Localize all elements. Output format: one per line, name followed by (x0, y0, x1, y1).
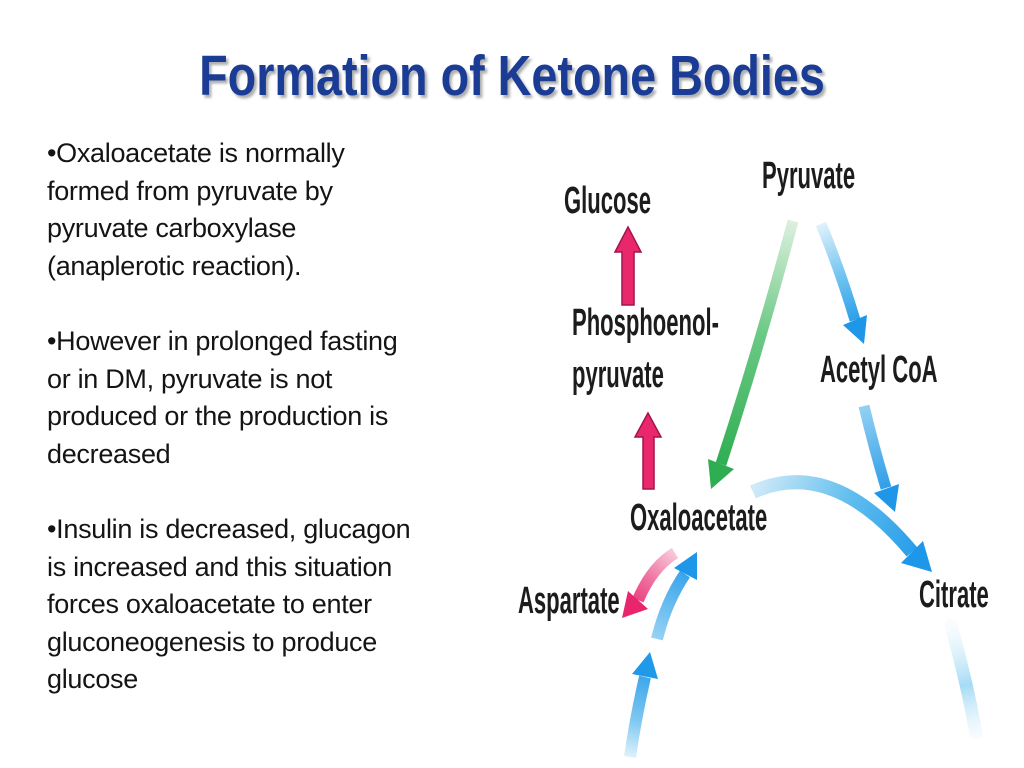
label-phosphoenolpyruvate-line2: pyruvate (572, 354, 664, 396)
bullet-1-line: formed from pyruvate by (47, 175, 333, 206)
bullet-3-line: glucose (47, 664, 138, 695)
arrow-upward-to-oxaloacetate-shaft (657, 574, 685, 639)
arrow-bottom-edge-upward-shaft (630, 677, 645, 757)
arrow-pyruvate-to-oxaloacetate (708, 221, 793, 489)
arrow-pyruvate-to-acetyl-coa (821, 224, 867, 344)
label-phosphoenolpyruvate (572, 304, 719, 394)
arrow-pyruvate-to-acetyl-coa-shaft (821, 224, 855, 320)
arrow-pep-to-glucose-shape (615, 227, 641, 305)
label-citrate: Citrate (919, 574, 989, 616)
bullet-1-line: pyruvate carboxylase (47, 213, 297, 244)
arrow-acetyl-coa-down (864, 406, 899, 512)
arrow-acetyl-coa-down-shaft (864, 406, 886, 488)
bullet-1-line: (anaplerotic reaction). (47, 250, 302, 281)
label-acetyl-coa: Acetyl CoA (820, 349, 938, 391)
bullet-3-line: forces oxaloacetate to enter (47, 589, 372, 620)
slide-title: Formation of Ketone Bodies (199, 44, 825, 108)
arrow-oxaloacetate-to-citrate (753, 482, 932, 572)
label-pyruvate: Pyruvate (762, 155, 856, 197)
bullet-3-line: •Insulin is decreased, glucagon (47, 513, 411, 544)
arrow-bottom-edge-upward (630, 652, 658, 757)
bullet-3-line: is increased and this situation (47, 551, 392, 582)
tca-bottom-right-arc (951, 626, 976, 733)
arrow-pyruvate-to-oxaloacetate-shaft (721, 221, 793, 464)
label-oxaloacetate: Oxaloacetate (630, 497, 768, 539)
bullet-3-line: gluconeogenesis to produce (47, 626, 377, 657)
arrow-pep-to-glucose (615, 227, 641, 305)
label-glucose: Glucose (564, 180, 651, 222)
label-aspartate: Aspartate (518, 580, 620, 622)
bullet-2-line: decreased (47, 438, 171, 469)
arrow-bottom-edge-upward-head (632, 652, 658, 679)
bullet-1-line: •Oxaloacetate is normally (47, 138, 345, 168)
label-phosphoenolpyruvate-line1: Phosphoenol- (572, 302, 719, 344)
arrow-oxaloacetate-to-pep-shape (635, 413, 661, 489)
bullet-2-line: produced or the production is (47, 401, 389, 432)
bullet-2-line: or in DM, pyruvate is not (47, 363, 333, 394)
arrow-oxaloacetate-to-pep (635, 413, 661, 489)
bullet-2-line: •However in prolonged fasting (47, 325, 398, 356)
